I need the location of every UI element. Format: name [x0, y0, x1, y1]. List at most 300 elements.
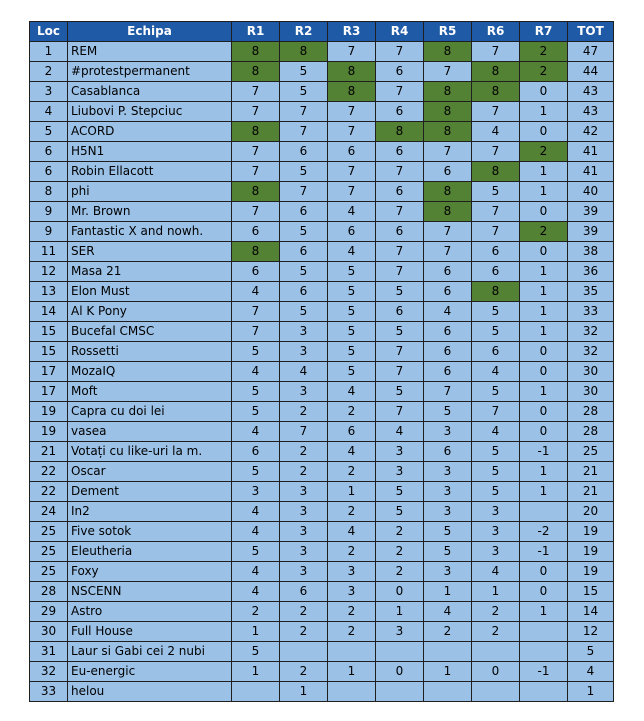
round-3-score-cell: 3 [328, 562, 376, 582]
round-3-score-cell: 2 [328, 622, 376, 642]
round-4-score-cell: 7 [376, 42, 424, 62]
round-6-score-cell: 5 [472, 322, 520, 342]
round-3-score-cell: 8 [328, 82, 376, 102]
table-row [30, 602, 614, 622]
table-row [30, 522, 614, 542]
total-cell: 1 [568, 682, 614, 702]
round-2-score-cell: 2 [280, 462, 328, 482]
rank-cell: 25 [30, 522, 68, 542]
total-cell: 41 [568, 162, 614, 182]
round-6-score-cell: 4 [472, 562, 520, 582]
round-2-score-cell: 2 [280, 602, 328, 622]
round-1-score-cell: 4 [232, 282, 280, 302]
round-5-score-cell: 8 [424, 202, 472, 222]
rank-cell: 28 [30, 582, 68, 602]
round-1-score-cell: 7 [232, 102, 280, 122]
round-6-score-cell: 5 [472, 182, 520, 202]
round-5-score-cell: 2 [424, 622, 472, 642]
round-3-score-cell: 6 [328, 422, 376, 442]
table-row [30, 42, 614, 62]
round-7-score-cell [520, 682, 568, 702]
table-row [30, 542, 614, 562]
round-3-score-cell: 5 [328, 282, 376, 302]
round-4-score-cell: 8 [376, 122, 424, 142]
round-2-score-cell: 5 [280, 62, 328, 82]
total-cell: 20 [568, 502, 614, 522]
round-7-score-cell: 0 [520, 582, 568, 602]
total-cell: 39 [568, 202, 614, 222]
round-5-score-cell: 5 [424, 522, 472, 542]
round-6-score-cell: 4 [472, 362, 520, 382]
team-name-cell: Casablanca [68, 82, 232, 102]
header-r3: R3 [328, 22, 376, 42]
rank-cell: 1 [30, 42, 68, 62]
round-4-score-cell: 5 [376, 382, 424, 402]
round-1-score-cell: 8 [232, 62, 280, 82]
round-1-score-cell: 5 [232, 462, 280, 482]
round-7-score-cell: 1 [520, 462, 568, 482]
table-row [30, 642, 614, 662]
round-6-score-cell: 7 [472, 102, 520, 122]
round-7-score-cell: 1 [520, 282, 568, 302]
rank-cell: 3 [30, 82, 68, 102]
table-row [30, 182, 614, 202]
round-1-score-cell: 4 [232, 362, 280, 382]
round-2-score-cell: 3 [280, 482, 328, 502]
round-7-score-cell: 0 [520, 82, 568, 102]
total-cell: 30 [568, 382, 614, 402]
team-name-cell: Rossetti [68, 342, 232, 362]
round-6-score-cell: 5 [472, 462, 520, 482]
round-5-score-cell: 7 [424, 142, 472, 162]
round-5-score-cell: 3 [424, 422, 472, 442]
round-2-score-cell: 4 [280, 362, 328, 382]
rank-cell: 5 [30, 122, 68, 142]
round-1-score-cell: 5 [232, 402, 280, 422]
round-2-score-cell: 2 [280, 442, 328, 462]
total-cell: 43 [568, 102, 614, 122]
round-1-score-cell: 8 [232, 122, 280, 142]
table-row [30, 242, 614, 262]
round-7-score-cell [520, 622, 568, 642]
round-4-score-cell [376, 642, 424, 662]
round-6-score-cell: 6 [472, 262, 520, 282]
total-cell: 36 [568, 262, 614, 282]
header-total: TOT [568, 22, 614, 42]
table-body [30, 42, 614, 702]
round-4-score-cell: 5 [376, 502, 424, 522]
team-name-cell: #protestpermanent [68, 62, 232, 82]
round-1-score-cell: 6 [232, 442, 280, 462]
round-1-score-cell: 5 [232, 342, 280, 362]
total-cell: 35 [568, 282, 614, 302]
round-4-score-cell [376, 682, 424, 702]
round-1-score-cell: 7 [232, 302, 280, 322]
rank-cell: 29 [30, 602, 68, 622]
table-row [30, 502, 614, 522]
team-name-cell: Full House [68, 622, 232, 642]
rank-cell: 9 [30, 202, 68, 222]
round-5-score-cell: 3 [424, 562, 472, 582]
round-3-score-cell: 4 [328, 202, 376, 222]
round-6-score-cell: 3 [472, 502, 520, 522]
team-name-cell: NSCENN [68, 582, 232, 602]
round-5-score-cell: 4 [424, 302, 472, 322]
round-5-score-cell: 6 [424, 282, 472, 302]
round-6-score-cell: 5 [472, 302, 520, 322]
team-name-cell: Oscar [68, 462, 232, 482]
round-4-score-cell: 5 [376, 322, 424, 342]
round-3-score-cell: 4 [328, 242, 376, 262]
total-cell: 28 [568, 402, 614, 422]
round-6-score-cell: 2 [472, 622, 520, 642]
round-4-score-cell: 6 [376, 102, 424, 122]
round-1-score-cell: 8 [232, 42, 280, 62]
round-2-score-cell: 3 [280, 322, 328, 342]
round-7-score-cell: -1 [520, 542, 568, 562]
round-2-score-cell: 2 [280, 662, 328, 682]
round-4-score-cell: 1 [376, 602, 424, 622]
round-3-score-cell: 2 [328, 502, 376, 522]
table-row [30, 482, 614, 502]
round-7-score-cell: 0 [520, 202, 568, 222]
round-5-score-cell: 6 [424, 262, 472, 282]
team-name-cell: phi [68, 182, 232, 202]
team-name-cell: Al K Pony [68, 302, 232, 322]
round-6-score-cell: 5 [472, 382, 520, 402]
round-4-score-cell: 3 [376, 462, 424, 482]
round-3-score-cell: 5 [328, 262, 376, 282]
round-2-score-cell: 6 [280, 202, 328, 222]
table-row [30, 162, 614, 182]
round-7-score-cell [520, 502, 568, 522]
team-name-cell: vasea [68, 422, 232, 442]
round-1-score-cell: 5 [232, 382, 280, 402]
round-6-score-cell: 1 [472, 582, 520, 602]
standings-table [29, 21, 614, 702]
table-row [30, 462, 614, 482]
team-name-cell: Laur si Gabi cei 2 nubi [68, 642, 232, 662]
round-1-score-cell: 6 [232, 222, 280, 242]
round-4-score-cell: 7 [376, 162, 424, 182]
round-5-score-cell: 8 [424, 182, 472, 202]
header-r7: R7 [520, 22, 568, 42]
rank-cell: 6 [30, 162, 68, 182]
round-6-score-cell: 7 [472, 202, 520, 222]
round-5-score-cell [424, 682, 472, 702]
round-6-score-cell: 7 [472, 142, 520, 162]
rank-cell: 8 [30, 182, 68, 202]
round-5-score-cell: 8 [424, 102, 472, 122]
round-4-score-cell: 2 [376, 562, 424, 582]
round-6-score-cell: 8 [472, 82, 520, 102]
round-5-score-cell: 1 [424, 582, 472, 602]
round-4-score-cell: 6 [376, 182, 424, 202]
rank-cell: 6 [30, 142, 68, 162]
rank-cell: 17 [30, 382, 68, 402]
team-name-cell: MozaIQ [68, 362, 232, 382]
round-4-score-cell: 7 [376, 242, 424, 262]
round-5-score-cell: 8 [424, 122, 472, 142]
round-3-score-cell: 4 [328, 522, 376, 542]
round-2-score-cell: 3 [280, 522, 328, 542]
round-2-score-cell: 7 [280, 182, 328, 202]
team-name-cell: SER [68, 242, 232, 262]
team-name-cell: ACORD [68, 122, 232, 142]
round-6-score-cell: 6 [472, 242, 520, 262]
round-4-score-cell: 0 [376, 662, 424, 682]
round-5-score-cell: 6 [424, 442, 472, 462]
round-3-score-cell: 4 [328, 382, 376, 402]
rank-cell: 13 [30, 282, 68, 302]
header-r6: R6 [472, 22, 520, 42]
total-cell: 40 [568, 182, 614, 202]
round-1-score-cell: 8 [232, 242, 280, 262]
total-cell: 32 [568, 322, 614, 342]
rank-cell: 25 [30, 542, 68, 562]
round-1-score-cell: 4 [232, 582, 280, 602]
round-7-score-cell: 1 [520, 322, 568, 342]
round-5-score-cell: 3 [424, 462, 472, 482]
round-4-score-cell: 6 [376, 62, 424, 82]
round-5-score-cell: 3 [424, 482, 472, 502]
round-2-score-cell: 1 [280, 682, 328, 702]
round-4-score-cell: 7 [376, 402, 424, 422]
round-2-score-cell: 6 [280, 242, 328, 262]
table-row [30, 402, 614, 422]
round-2-score-cell: 7 [280, 102, 328, 122]
round-4-score-cell: 7 [376, 82, 424, 102]
rank-cell: 22 [30, 482, 68, 502]
table-row [30, 262, 614, 282]
round-6-score-cell [472, 682, 520, 702]
total-cell: 21 [568, 462, 614, 482]
rank-cell: 9 [30, 222, 68, 242]
header-loc: Loc [30, 22, 68, 42]
round-7-score-cell [520, 642, 568, 662]
total-cell: 19 [568, 522, 614, 542]
round-2-score-cell: 3 [280, 562, 328, 582]
table-row [30, 362, 614, 382]
round-5-score-cell: 7 [424, 222, 472, 242]
round-5-score-cell: 7 [424, 242, 472, 262]
team-name-cell: Five sotok [68, 522, 232, 542]
round-4-score-cell: 5 [376, 482, 424, 502]
round-3-score-cell [328, 682, 376, 702]
team-name-cell: Moft [68, 382, 232, 402]
total-cell: 19 [568, 562, 614, 582]
header-r2: R2 [280, 22, 328, 42]
table-row [30, 142, 614, 162]
table-row [30, 62, 614, 82]
round-3-score-cell: 1 [328, 482, 376, 502]
round-5-score-cell: 8 [424, 42, 472, 62]
round-7-score-cell: 2 [520, 62, 568, 82]
rank-cell: 19 [30, 402, 68, 422]
table-row [30, 442, 614, 462]
total-cell: 39 [568, 222, 614, 242]
round-6-score-cell: 7 [472, 42, 520, 62]
round-3-score-cell: 1 [328, 662, 376, 682]
rank-cell: 21 [30, 442, 68, 462]
round-2-score-cell: 3 [280, 502, 328, 522]
team-name-cell: Votați cu like-uri la m. [68, 442, 232, 462]
round-2-score-cell: 5 [280, 302, 328, 322]
round-4-score-cell: 2 [376, 542, 424, 562]
round-3-score-cell: 7 [328, 182, 376, 202]
round-2-score-cell: 6 [280, 582, 328, 602]
round-1-score-cell: 4 [232, 562, 280, 582]
round-3-score-cell: 7 [328, 42, 376, 62]
table-row [30, 622, 614, 642]
team-name-cell: Elon Must [68, 282, 232, 302]
header-r4: R4 [376, 22, 424, 42]
rank-cell: 14 [30, 302, 68, 322]
round-6-score-cell: 8 [472, 62, 520, 82]
rank-cell: 33 [30, 682, 68, 702]
total-cell: 28 [568, 422, 614, 442]
round-7-score-cell: -2 [520, 522, 568, 542]
total-cell: 5 [568, 642, 614, 662]
round-2-score-cell: 5 [280, 262, 328, 282]
total-cell: 21 [568, 482, 614, 502]
round-1-score-cell: 5 [232, 542, 280, 562]
round-3-score-cell: 8 [328, 62, 376, 82]
round-1-score-cell [232, 682, 280, 702]
round-2-score-cell: 3 [280, 342, 328, 362]
round-3-score-cell: 7 [328, 102, 376, 122]
round-7-score-cell: 0 [520, 422, 568, 442]
round-1-score-cell: 1 [232, 622, 280, 642]
round-4-score-cell: 7 [376, 362, 424, 382]
rank-cell: 19 [30, 422, 68, 442]
rank-cell: 15 [30, 342, 68, 362]
total-cell: 38 [568, 242, 614, 262]
table-row [30, 562, 614, 582]
round-7-score-cell: 0 [520, 342, 568, 362]
round-5-score-cell: 8 [424, 82, 472, 102]
standings-table-container [29, 21, 614, 702]
table-row [30, 382, 614, 402]
round-6-score-cell: 2 [472, 602, 520, 622]
rank-cell: 22 [30, 462, 68, 482]
table-row [30, 282, 614, 302]
rank-cell: 4 [30, 102, 68, 122]
round-5-score-cell: 1 [424, 662, 472, 682]
round-4-score-cell: 6 [376, 142, 424, 162]
round-6-score-cell: 8 [472, 162, 520, 182]
rank-cell: 31 [30, 642, 68, 662]
round-1-score-cell: 4 [232, 422, 280, 442]
round-5-score-cell [424, 642, 472, 662]
round-2-score-cell: 5 [280, 162, 328, 182]
round-2-score-cell: 3 [280, 382, 328, 402]
header-r5: R5 [424, 22, 472, 42]
total-cell: 42 [568, 122, 614, 142]
header-r1: R1 [232, 22, 280, 42]
total-cell: 43 [568, 82, 614, 102]
round-5-score-cell: 7 [424, 382, 472, 402]
round-2-score-cell: 7 [280, 422, 328, 442]
round-7-score-cell: 0 [520, 562, 568, 582]
team-name-cell: REM [68, 42, 232, 62]
total-cell: 19 [568, 542, 614, 562]
table-row [30, 342, 614, 362]
total-cell: 14 [568, 602, 614, 622]
round-4-score-cell: 3 [376, 442, 424, 462]
round-4-score-cell: 2 [376, 522, 424, 542]
round-2-score-cell [280, 642, 328, 662]
round-3-score-cell: 5 [328, 342, 376, 362]
round-1-score-cell: 7 [232, 202, 280, 222]
round-5-score-cell: 6 [424, 362, 472, 382]
round-4-score-cell: 3 [376, 622, 424, 642]
round-2-score-cell: 3 [280, 542, 328, 562]
round-1-score-cell: 3 [232, 482, 280, 502]
round-2-score-cell: 8 [280, 42, 328, 62]
round-7-score-cell: 0 [520, 242, 568, 262]
round-3-score-cell: 6 [328, 142, 376, 162]
round-7-score-cell: 1 [520, 382, 568, 402]
total-cell: 44 [568, 62, 614, 82]
round-5-score-cell: 6 [424, 322, 472, 342]
round-4-score-cell: 4 [376, 422, 424, 442]
round-7-score-cell: 1 [520, 262, 568, 282]
total-cell: 33 [568, 302, 614, 322]
rank-cell: 15 [30, 322, 68, 342]
header-row [30, 22, 614, 42]
rank-cell: 11 [30, 242, 68, 262]
team-name-cell: Masa 21 [68, 262, 232, 282]
round-7-score-cell: 1 [520, 602, 568, 622]
header-team: Echipa [68, 22, 232, 42]
round-3-score-cell: 3 [328, 582, 376, 602]
total-cell: 15 [568, 582, 614, 602]
round-1-score-cell: 8 [232, 182, 280, 202]
team-name-cell: Mr. Brown [68, 202, 232, 222]
round-2-score-cell: 5 [280, 222, 328, 242]
team-name-cell: Robin Ellacott [68, 162, 232, 182]
rank-cell: 30 [30, 622, 68, 642]
table-row [30, 102, 614, 122]
team-name-cell: Capra cu doi lei [68, 402, 232, 422]
round-4-score-cell: 6 [376, 302, 424, 322]
round-2-score-cell: 6 [280, 282, 328, 302]
round-7-score-cell: 0 [520, 402, 568, 422]
rank-cell: 24 [30, 502, 68, 522]
round-2-score-cell: 2 [280, 402, 328, 422]
round-3-score-cell: 4 [328, 442, 376, 462]
round-6-score-cell: 5 [472, 482, 520, 502]
rank-cell: 17 [30, 362, 68, 382]
round-6-score-cell: 4 [472, 422, 520, 442]
round-7-score-cell: 0 [520, 362, 568, 382]
round-4-score-cell: 6 [376, 222, 424, 242]
round-7-score-cell: 0 [520, 122, 568, 142]
round-3-score-cell: 2 [328, 462, 376, 482]
round-6-score-cell [472, 642, 520, 662]
round-2-score-cell: 7 [280, 122, 328, 142]
round-6-score-cell: 4 [472, 122, 520, 142]
round-4-score-cell: 5 [376, 282, 424, 302]
rank-cell: 12 [30, 262, 68, 282]
round-4-score-cell: 0 [376, 582, 424, 602]
team-name-cell: Foxy [68, 562, 232, 582]
total-cell: 4 [568, 662, 614, 682]
round-1-score-cell: 1 [232, 662, 280, 682]
round-3-score-cell [328, 642, 376, 662]
round-6-score-cell: 7 [472, 222, 520, 242]
